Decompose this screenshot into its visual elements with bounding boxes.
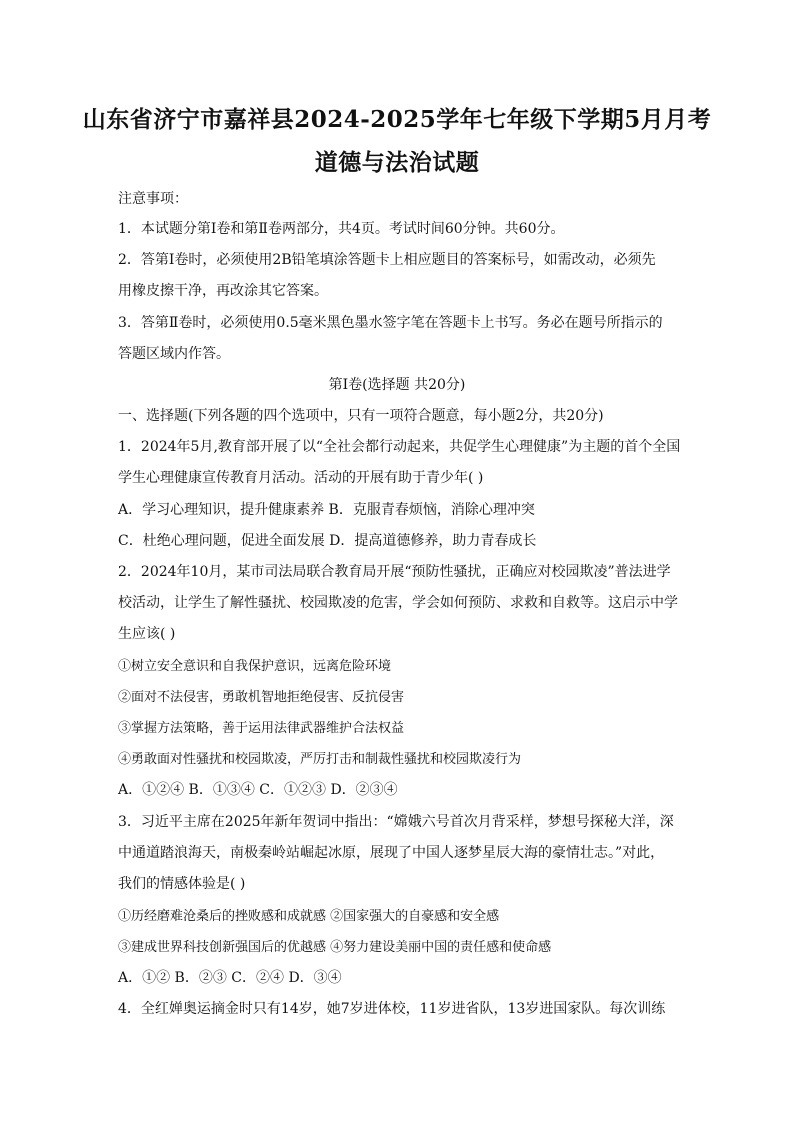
q4-stem: 4．全红婵奥运摘金时只有14岁，她7岁进体校，11岁进省队，13岁进国家队。每次训练 bbox=[118, 1001, 666, 1017]
part1-heading: 第Ⅰ卷(选择题 共20分) bbox=[328, 377, 466, 393]
notice-item-2: 2．答第Ⅰ卷时，必须使用2B铅笔填涂答题卡上相应题目的答案标号，如需改动，必须先 bbox=[118, 252, 656, 268]
notice-item-3: 3．答第Ⅱ卷时，必须使用0.5毫米黑色墨水签字笔在答题卡上书写。务必在题号所指示的 bbox=[118, 315, 663, 331]
q3-items-12: ①历经磨难沧桑后的挫败感和成就感 ②国家强大的自豪感和安全感 bbox=[118, 909, 500, 924]
exam-title-line1: 山东省济宁市嘉祥县2024-2025学年七年级下学期5月月考 bbox=[82, 106, 712, 133]
q1-options-ab: A．学习心理知识，提升健康素养 B．克服青春烦恼，消除心理冲突 bbox=[118, 502, 535, 518]
q3-stem: 3．习近平主席在2025年新年贺词中指出：“嫦娥六号首次月背采样，梦想号探秘大洋，深 bbox=[118, 814, 674, 830]
notice-heading: 注意事项： bbox=[118, 191, 188, 207]
q2-item-2: ②面对不法侵害，勇敢机智地拒绝侵害、反抗侵害 bbox=[118, 690, 405, 705]
q1-stem-cont: 学生心理健康宣传教育月活动。活动的开展有助于青少年( ) bbox=[118, 470, 484, 486]
exam-title-line2: 道德与法治试题 bbox=[314, 149, 480, 176]
q1-options-cd: C．杜绝心理问题，促进全面发展 D．提高道德修养，助力青春成长 bbox=[118, 533, 537, 549]
q2-options: A．①②④ B．①③④ C．①②③ D．②③④ bbox=[118, 782, 398, 798]
q3-stem-cont2: 我们的情感体验是( ) bbox=[118, 876, 246, 892]
q3-options: A．①② B．②③ C．②④ D．③④ bbox=[118, 970, 342, 986]
notice-item-1: 1．本试题分第Ⅰ卷和第Ⅱ卷两部分，共4页。考试时间60分钟。共60分。 bbox=[118, 221, 565, 237]
q2-item-4: ④勇敢面对性骚扰和校园欺凌，严厉打击和制裁性骚扰和校园欺凌行为 bbox=[118, 752, 522, 767]
q2-item-3: ③掌握方法策略，善于运用法律武器维护合法权益 bbox=[118, 721, 405, 736]
section-heading: 一、选择题(下列各题的四个选项中，只有一项符合题意，每小题2分，共20分) bbox=[118, 408, 604, 424]
q3-stem-cont1: 中通道踏浪海天，南极秦岭站崛起冰原，展现了中国人逐梦星辰大海的豪情壮志。”对此， bbox=[118, 845, 665, 861]
q2-stem-cont2: 生应该( ) bbox=[118, 626, 176, 642]
q2-item-1: ①树立安全意识和自我保护意识，远离危险环境 bbox=[118, 659, 392, 674]
q2-stem: 2．2024年10月，某市司法局联合教育局开展“预防性骚扰，正确应对校园欺凌”普法进学 bbox=[118, 564, 671, 580]
q3-items-34: ③建成世界科技创新强国后的优越感 ④努力建设美丽中国的责任感和使命感 bbox=[118, 940, 552, 955]
notice-item-2-cont: 用橡皮擦干净，再改涂其它答案。 bbox=[118, 283, 328, 299]
notice-item-3-cont: 答题区域内作答。 bbox=[118, 346, 230, 362]
q1-stem: 1．2024年5月,教育部开展了以“全社会都行动起来，共促学生心理健康”为主题的首个全国 bbox=[118, 439, 681, 455]
q2-stem-cont1: 校活动，让学生了解性骚扰、校园欺凌的危害，学会如何预防、求救和自救等。这启示中学 bbox=[118, 595, 678, 611]
